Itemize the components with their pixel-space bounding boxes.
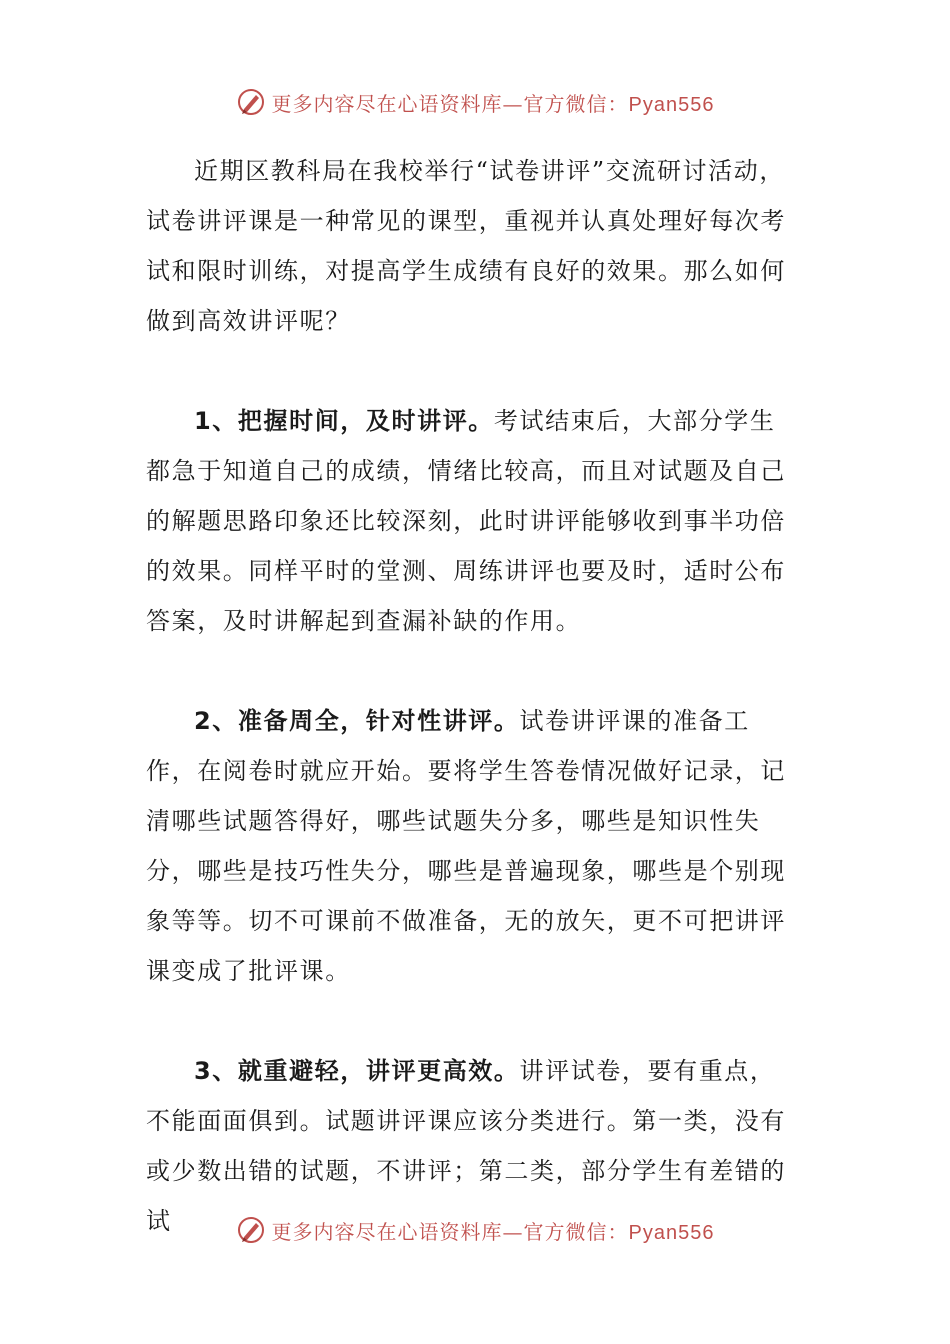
watermark-text xyxy=(272,88,715,117)
intro-paragraph xyxy=(146,146,798,346)
point-3-text: 讲评试卷，要有重点，不能面面俱到。试题讲评课应该分类进行。第一类，没有或少数出错的试题，不讲评；第二类，部分学生有差错的试 xyxy=(146,1057,786,1235)
point-1-text: 考试结束后，大部分学生都急于知道自己的成绩，情绪比较高，而且对试题及自己的解题思路印象还比较深刻，此时讲评能够收到事半功倍的效果。同样平时的堂测、周练讲评也要及时，适时公布答案，及时讲解起到查漏补缺的作用。 xyxy=(146,407,786,635)
header-watermark xyxy=(0,82,950,122)
point-3-heading: 3、就重避轻，讲评更高效。 xyxy=(194,1057,520,1085)
watermark-site: 更多内容尽在心语资料库 xyxy=(271,91,503,116)
document-body xyxy=(146,146,798,1246)
footer-watermark xyxy=(0,1210,950,1250)
watermark-dash: — xyxy=(502,91,524,116)
point-2-paragraph xyxy=(146,696,798,996)
point-2-heading: 2、准备周全，针对性讲评。 xyxy=(194,707,520,735)
pen-logo-icon xyxy=(236,1215,266,1245)
watermark-site: 更多内容尽在心语资料库 xyxy=(271,1219,503,1244)
point-2-text: 试卷讲评课的准备工作，在阅卷时就应开始。要将学生答卷情况做好记录，记清哪些试题答得好，哪些试题失分多，哪些是知识性失分，哪些是技巧性失分，哪些是普遍现象，哪些是个别现象等等。切不可课前不做准备，无的放矢，更不可把讲评课变成了批评课。 xyxy=(146,707,786,985)
point-1-heading: 1、把握时间，及时讲评。 xyxy=(194,407,494,435)
watermark-wechat: Pyan556 xyxy=(628,1221,715,1244)
intro-text: 近期区教科局在我校举行“试卷讲评”交流研讨活动，试卷讲评课是一种常见的课型，重视并认真处理好每次考试和限时训练，对提高学生成绩有良好的效果。那么如何做到高效讲评呢？ xyxy=(146,157,786,335)
watermark-label: 官方微信： xyxy=(523,91,629,116)
point-1-paragraph xyxy=(146,396,798,646)
pen-logo-icon xyxy=(236,87,266,117)
watermark-text xyxy=(272,1216,715,1245)
watermark-label: 官方微信： xyxy=(523,1219,629,1244)
watermark-dash: — xyxy=(502,1219,524,1244)
watermark-wechat: Pyan556 xyxy=(628,93,715,116)
